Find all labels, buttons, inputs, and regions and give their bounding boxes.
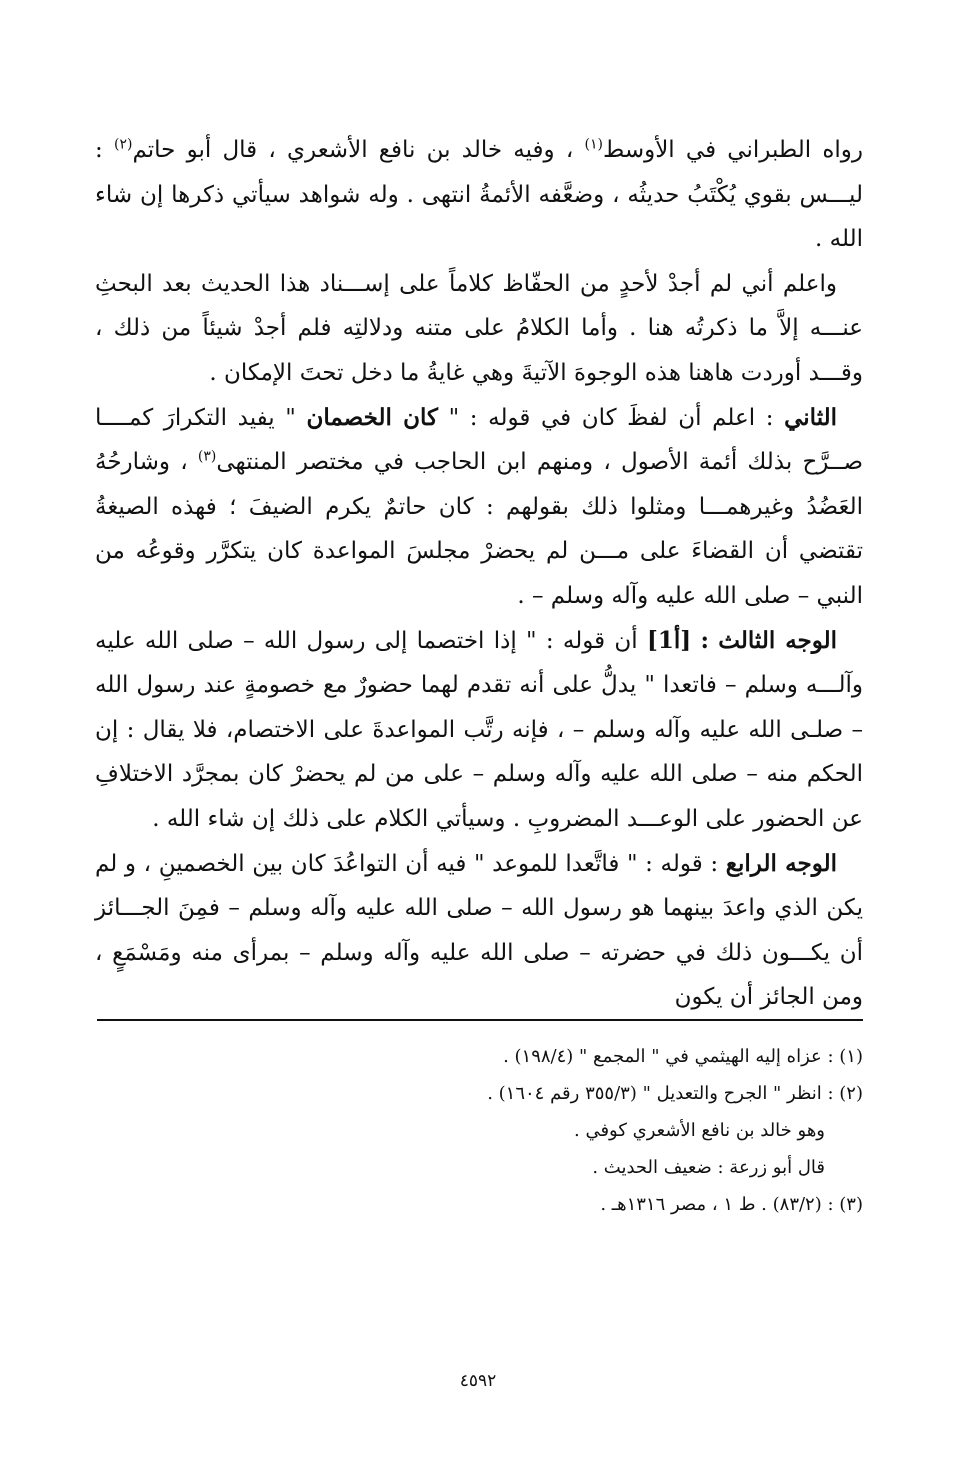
footnote-3: (٣) : (٨٣/٢) . ط ١ ، مصر ١٣١٦هـ . (600, 1194, 863, 1215)
paragraph-3 (95, 396, 863, 619)
hadith-quote: كان الخصمان (306, 403, 438, 431)
paragraph-3-text-c: ، وشارحُهُ العَضُدُ وغيرهمـــا ومثلوا ذلك بقولهم : كان حاتمٌ يكرم الضيفَ ؛ فهذه الصيغةُ تقتضي أن القضاءَ على مـــن لم يحضرْ مجلسَ المواعدة كان يتكرَّر وقوعُه من النبي – صلى الله عليه وآله وسلم – . (95, 449, 863, 609)
footnote-2-line-2: وهو خالد بن نافع الأشعري كوفي . (574, 1120, 825, 1141)
paragraph-5 (95, 842, 863, 1020)
section-label-colon: : (700, 626, 709, 654)
footnote-2: (٢) : انظر " الجرح والتعديل " (٣٥٥/٣ رقم ١٦٠٤) . (487, 1083, 863, 1104)
paragraph-2-text: واعلم أني لم أجدْ لأحدٍ من الحفّاظ كلاماً على إســـناد هذا الحديث بعد البحثِ عنـــه إلاَّ ما ذكرتُه هنا . وأما الكلامُ على متنه ودلالتِه فلم أجدْ شيئاً من ذلك ، وقـــد أوردت هاهنا هذه الوجوهَ الآتيةَ وهي غايةُ ما دخل تحتَ الإمكان . (95, 270, 863, 386)
footnote-1: (١) : عزاه إليه الهيثمي في " المجمع " (١٩٨/٤) . (503, 1046, 863, 1067)
page-number: ٤٥٩٢ (459, 1371, 497, 1391)
paragraph-1-text-b: ، وفيه خالد بن نافع الأشعري ، قال أبو حاتم (132, 137, 574, 163)
footnote-separator (97, 1019, 863, 1021)
paragraph-2 (95, 262, 863, 396)
paragraph-4 (95, 619, 863, 842)
footnote-ref-1[interactable]: (١) (584, 136, 603, 153)
paragraph-5-text: : قوله : " فاتَّعدا للموعد " فيه أن التواعُدَ كان بين الخصمينِ ، و لم يكن الذي واعدَ بينهما هو رسول الله – صلى الله عليه وآله وسلم – فمِنَ الجـــائز أن يكـــون ذلك في حضرته – صلى الله عليه وآله وسلم – بمرأى منه ومَسْمَعٍ ، ومن الجائز أن يكون (95, 850, 863, 1011)
paragraph-1-text-a: رواه الطبراني في الأوسط (602, 137, 864, 163)
main-text (95, 128, 863, 1020)
section-label-fourth: الوجه الرابع (725, 849, 837, 877)
paragraph-4-text: أن قوله : " إذا اختصما إلى رسول الله – صلى الله عليه وآلـــه وسلم – فاتعدا " يدلُّ على أنه تقدم لهما حضورٌ مع خصومةٍ عند رسول الله – صلـى الله عليه وآله وسلم – ، فإنه رتَّب المواعدةَ على الاختصام، فلا يقال : إن الحكم منه – صلى الله عليه وآله وسلم – على من لم يحضرْ كان بمجرَّد الاختلافِ عن الحضور على الوعـــد المضروبِ . وسيأتي الكلام على ذلك إن شاء الله . (95, 627, 863, 832)
paragraph-3-text-b: " يفيد التكرارَ كمــــا صــرَّح بذلك أئمة الأصول ، ومنهم ابن الحاجب في مختصر المنتهى (95, 404, 863, 476)
section-label-second: الثاني (784, 403, 838, 431)
paragraph-1-text-c: : ليـــس بقوي يُكْتَبُ حديثُه ، وضعَّفه الأئمةُ انتهى . وله شواهد سيأتي ذكرها إن شاء الله . (95, 137, 863, 253)
paragraph-1 (95, 128, 863, 262)
section-label-third: الوجه الثالث (718, 626, 838, 654)
footnote-ref-3[interactable]: (٣) (197, 448, 217, 465)
footnote-2-line-3: قال أبو زرعة : ضعيف الحديث . (592, 1157, 825, 1178)
editor-bracket-mark: [أ1] (647, 626, 692, 654)
footnote-ref-2[interactable]: (٢) (113, 136, 133, 153)
footnotes (95, 1038, 863, 1223)
paragraph-3-text-a: : اعلم أن لفظَ كان في قوله : " (448, 404, 774, 431)
